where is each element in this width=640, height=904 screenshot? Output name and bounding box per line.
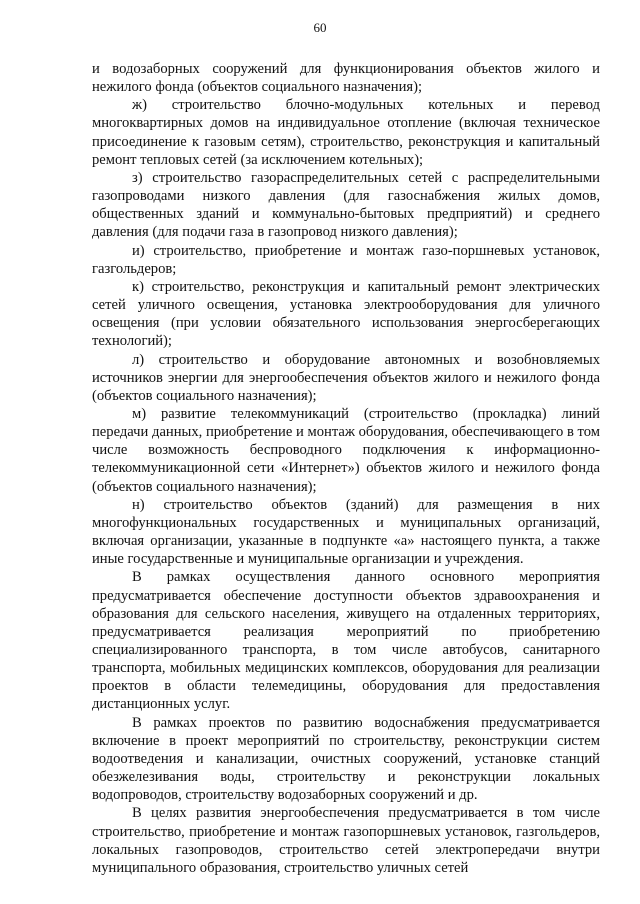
paragraph-item-i: и) строительство, приобретение и монтаж газо-поршневых установок, газгольдеров;: [92, 242, 600, 277]
document-body: [92, 60, 600, 877]
paragraph-item-l: л) строительство и оборудование автономных и возобновляемых источников энергии для энергообеспечения объектов жилого и нежилого фонда (объектов социального назначения);: [92, 351, 600, 404]
paragraph-item-k: к) строительство, реконструкция и капитальный ремонт электрических сетей уличного освещения, установка электрооборудования для уличного освещения (при условии обязательного использования энергосберегающих технологий);: [92, 278, 600, 350]
paragraph-item-zh: ж) строительство блочно-модульных котельных и перевод многоквартирных домов на индивидуальное отопление (включая техническое присоединение к газовым сетям), строительство, реконструкция и капитальный ремонт тепловых сетей (за исключением котельных);: [92, 97, 600, 168]
paragraph-continuation: и водозаборных сооружений для функционирования объектов жилого и нежилого фонда (объектов социального назначения);: [92, 61, 600, 96]
paragraph-water-supply: В рамках проектов по развитию водоснабжения предусматривается включение в проект мероприятий по строительству, реконструкции систем водоотведения и канализации, очистных сооружений, установке станций обезжелезивания воды, строительству и реконструкции локальных водопроводов, строительству водозаборных сооружений и др.: [92, 714, 600, 804]
page-number: 60: [313, 20, 327, 35]
paragraph-item-z: з) строительство газораспределительных сетей с распределительными газопроводами низкого давления (для газоснабжения жилых домов, общественных зданий и коммунально-бытовых предприятий) и среднего давления (для подачи газа в газопровод низкого давления);: [92, 169, 600, 241]
paragraph-item-m: м) развитие телекоммуникаций (строительство (прокладка) линий передачи данных, приобретение и монтаж оборудования, обеспечивающего в том числе возможность беспроводного подключения к информационно-телекоммуникационной сети «Интернет») объектов жилого и нежилого фонда (объектов социального назначения);: [92, 405, 600, 495]
paragraph-energy-supply: В целях развития энергообеспечения предусматривается в том числе строительство, приобретение и монтаж газопоршневых установок, газгольдеров, локальных газопроводов, строительство сетей электропередачи внутри муниципального образования, строительство уличных сетей: [92, 805, 600, 876]
paragraph-item-n: н) строительство объектов (зданий) для размещения в них многофункциональных государственных и муниципальных организаций, включая организации, указанные в подпункте «а» настоящего пункта, а также иные государственные и муниципальные организации и учреждения.: [92, 496, 600, 568]
paragraph-transport: В рамках осуществления данного основного мероприятия предусматривается обеспечение доступности объектов здравоохранения и образования для сельского населения, живущего на отдаленных территориях, предусматривается реализация мероприятий по приобретению специализированного транспорта, в том числе автобусов, санитарного транспорта, мобильных медицинских комплексов, оборудования для реализации проектов в области телемедицины, оборудования для предоставления дистанционных услуг.: [92, 569, 600, 713]
